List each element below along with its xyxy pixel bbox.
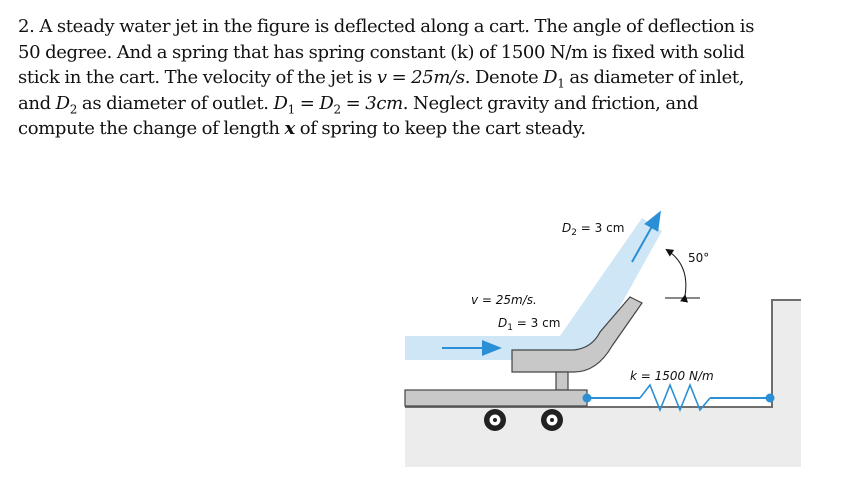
wall xyxy=(772,300,801,407)
label-outlet-diameter: $D_2 = 3$ cm xyxy=(562,221,625,238)
wheel-right xyxy=(541,409,563,431)
label-jet-velocity: v = 25m/s. xyxy=(471,293,537,307)
problem-line-1: 2. A steady water jet in the figure is deflected along a cart. The angle of deflection is xyxy=(18,16,755,37)
problem-line-5: compute the change of length x of spring to keep the cart steady. xyxy=(18,118,586,139)
cart-platform xyxy=(405,390,587,406)
water-jet xyxy=(405,218,662,360)
problem-line-4: and $D_2$ as diameter of outlet. $D_1 = D_2 = 3cm$. Neglect gravity and friction, and xyxy=(18,92,699,117)
wheel-left xyxy=(484,409,506,431)
velocity-expression: v = 25m/s xyxy=(376,67,465,88)
problem-line-2: 50 degree. And a spring that has spring constant (k) of 1500 N/m is fixed with solid xyxy=(18,41,745,63)
label-deflection-angle: 50° xyxy=(688,251,710,265)
label-spring-constant: k = 1500 N/m xyxy=(630,369,714,383)
vane-support xyxy=(556,372,568,390)
problem-number: 2. xyxy=(18,16,35,37)
problem-line-3: stick in the cart. The velocity of the jet is v = 25m/s. Denote $D_1$ as diameter of inlet, xyxy=(18,67,745,91)
label-inlet-diameter: $D_1 = 3$ cm xyxy=(498,316,561,333)
ground xyxy=(405,407,801,467)
